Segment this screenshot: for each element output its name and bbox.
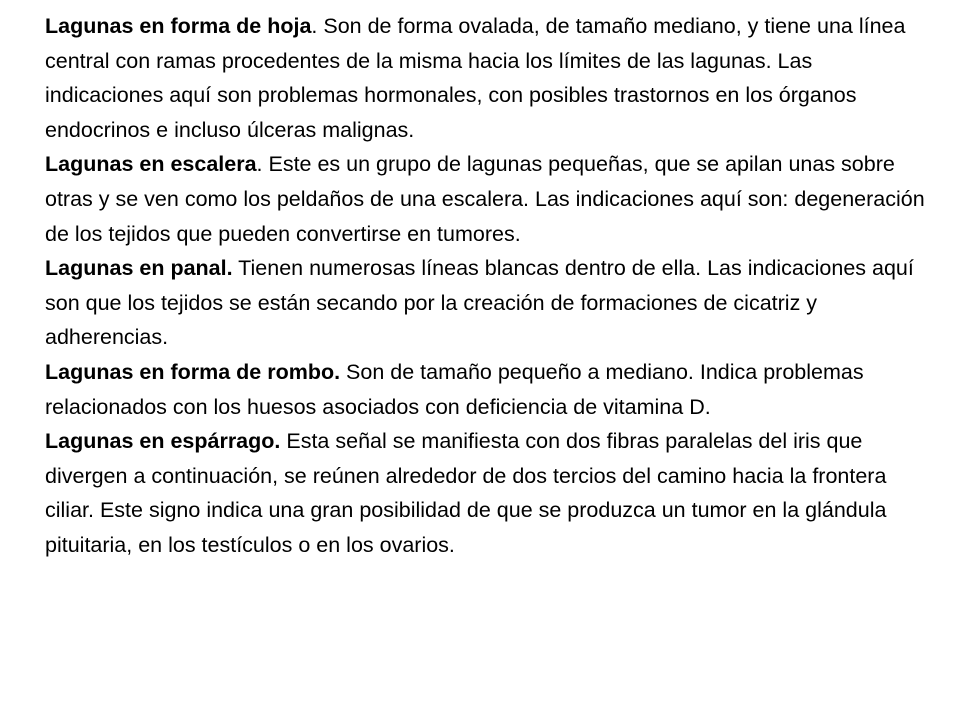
term-heading: Lagunas en forma de hoja [45, 14, 312, 38]
slide-body [45, 9, 925, 563]
paragraph-honeycomb-lacuna [45, 251, 925, 355]
paragraph-text: . Son de forma ovalada, de tamaño mediano, y tiene una línea central con ramas procedentes de la misma hacia los límites de las lagunas. Las indicaciones aquí son problemas hormonales, con posibles trastornos en los órganos endocrinos e incluso úlceras malignas. [45, 14, 906, 142]
paragraph-text: . Este es un grupo de lagunas pequeñas, que se apilan unas sobre otras y se ven como los peldaños de una escalera. Las indicaciones aquí son: degeneración de los tejidos que pueden convertirse en tumores. [45, 152, 925, 246]
term-heading: Lagunas en forma de rombo. [45, 359, 341, 384]
paragraph-asparagus-lacuna [45, 424, 925, 562]
term-heading: Lagunas en panal. [45, 256, 233, 281]
paragraph-text: Esta señal se manifiesta con dos fibras paralelas del iris que divergen a continuación, se reúnen alrededor de dos tercios del camino hacia la frontera ciliar. Este signo indica una gran posibilidad de que se produzca un tumor en la glándula pituitaria, en los testículos o en los ovarios. [45, 429, 887, 557]
paragraph-text: Son de tamaño pequeño a mediano. Indica problemas relacionados con los huesos asociados con deficiencia de vitamina D. [45, 359, 864, 419]
term-heading: Lagunas en espárrago. [45, 429, 281, 454]
paragraph-staircase-lacuna [45, 147, 925, 251]
paragraph-rhomboid-lacuna [45, 355, 925, 424]
paragraph-leaf-lacuna [45, 9, 925, 147]
paragraph-text: Tienen numerosas líneas blancas dentro de ella. Las indicaciones aquí son que los tejidos se están secando por la creación de formaciones de cicatriz y adherencias. [45, 256, 914, 350]
term-heading: Lagunas en escalera [45, 152, 257, 177]
